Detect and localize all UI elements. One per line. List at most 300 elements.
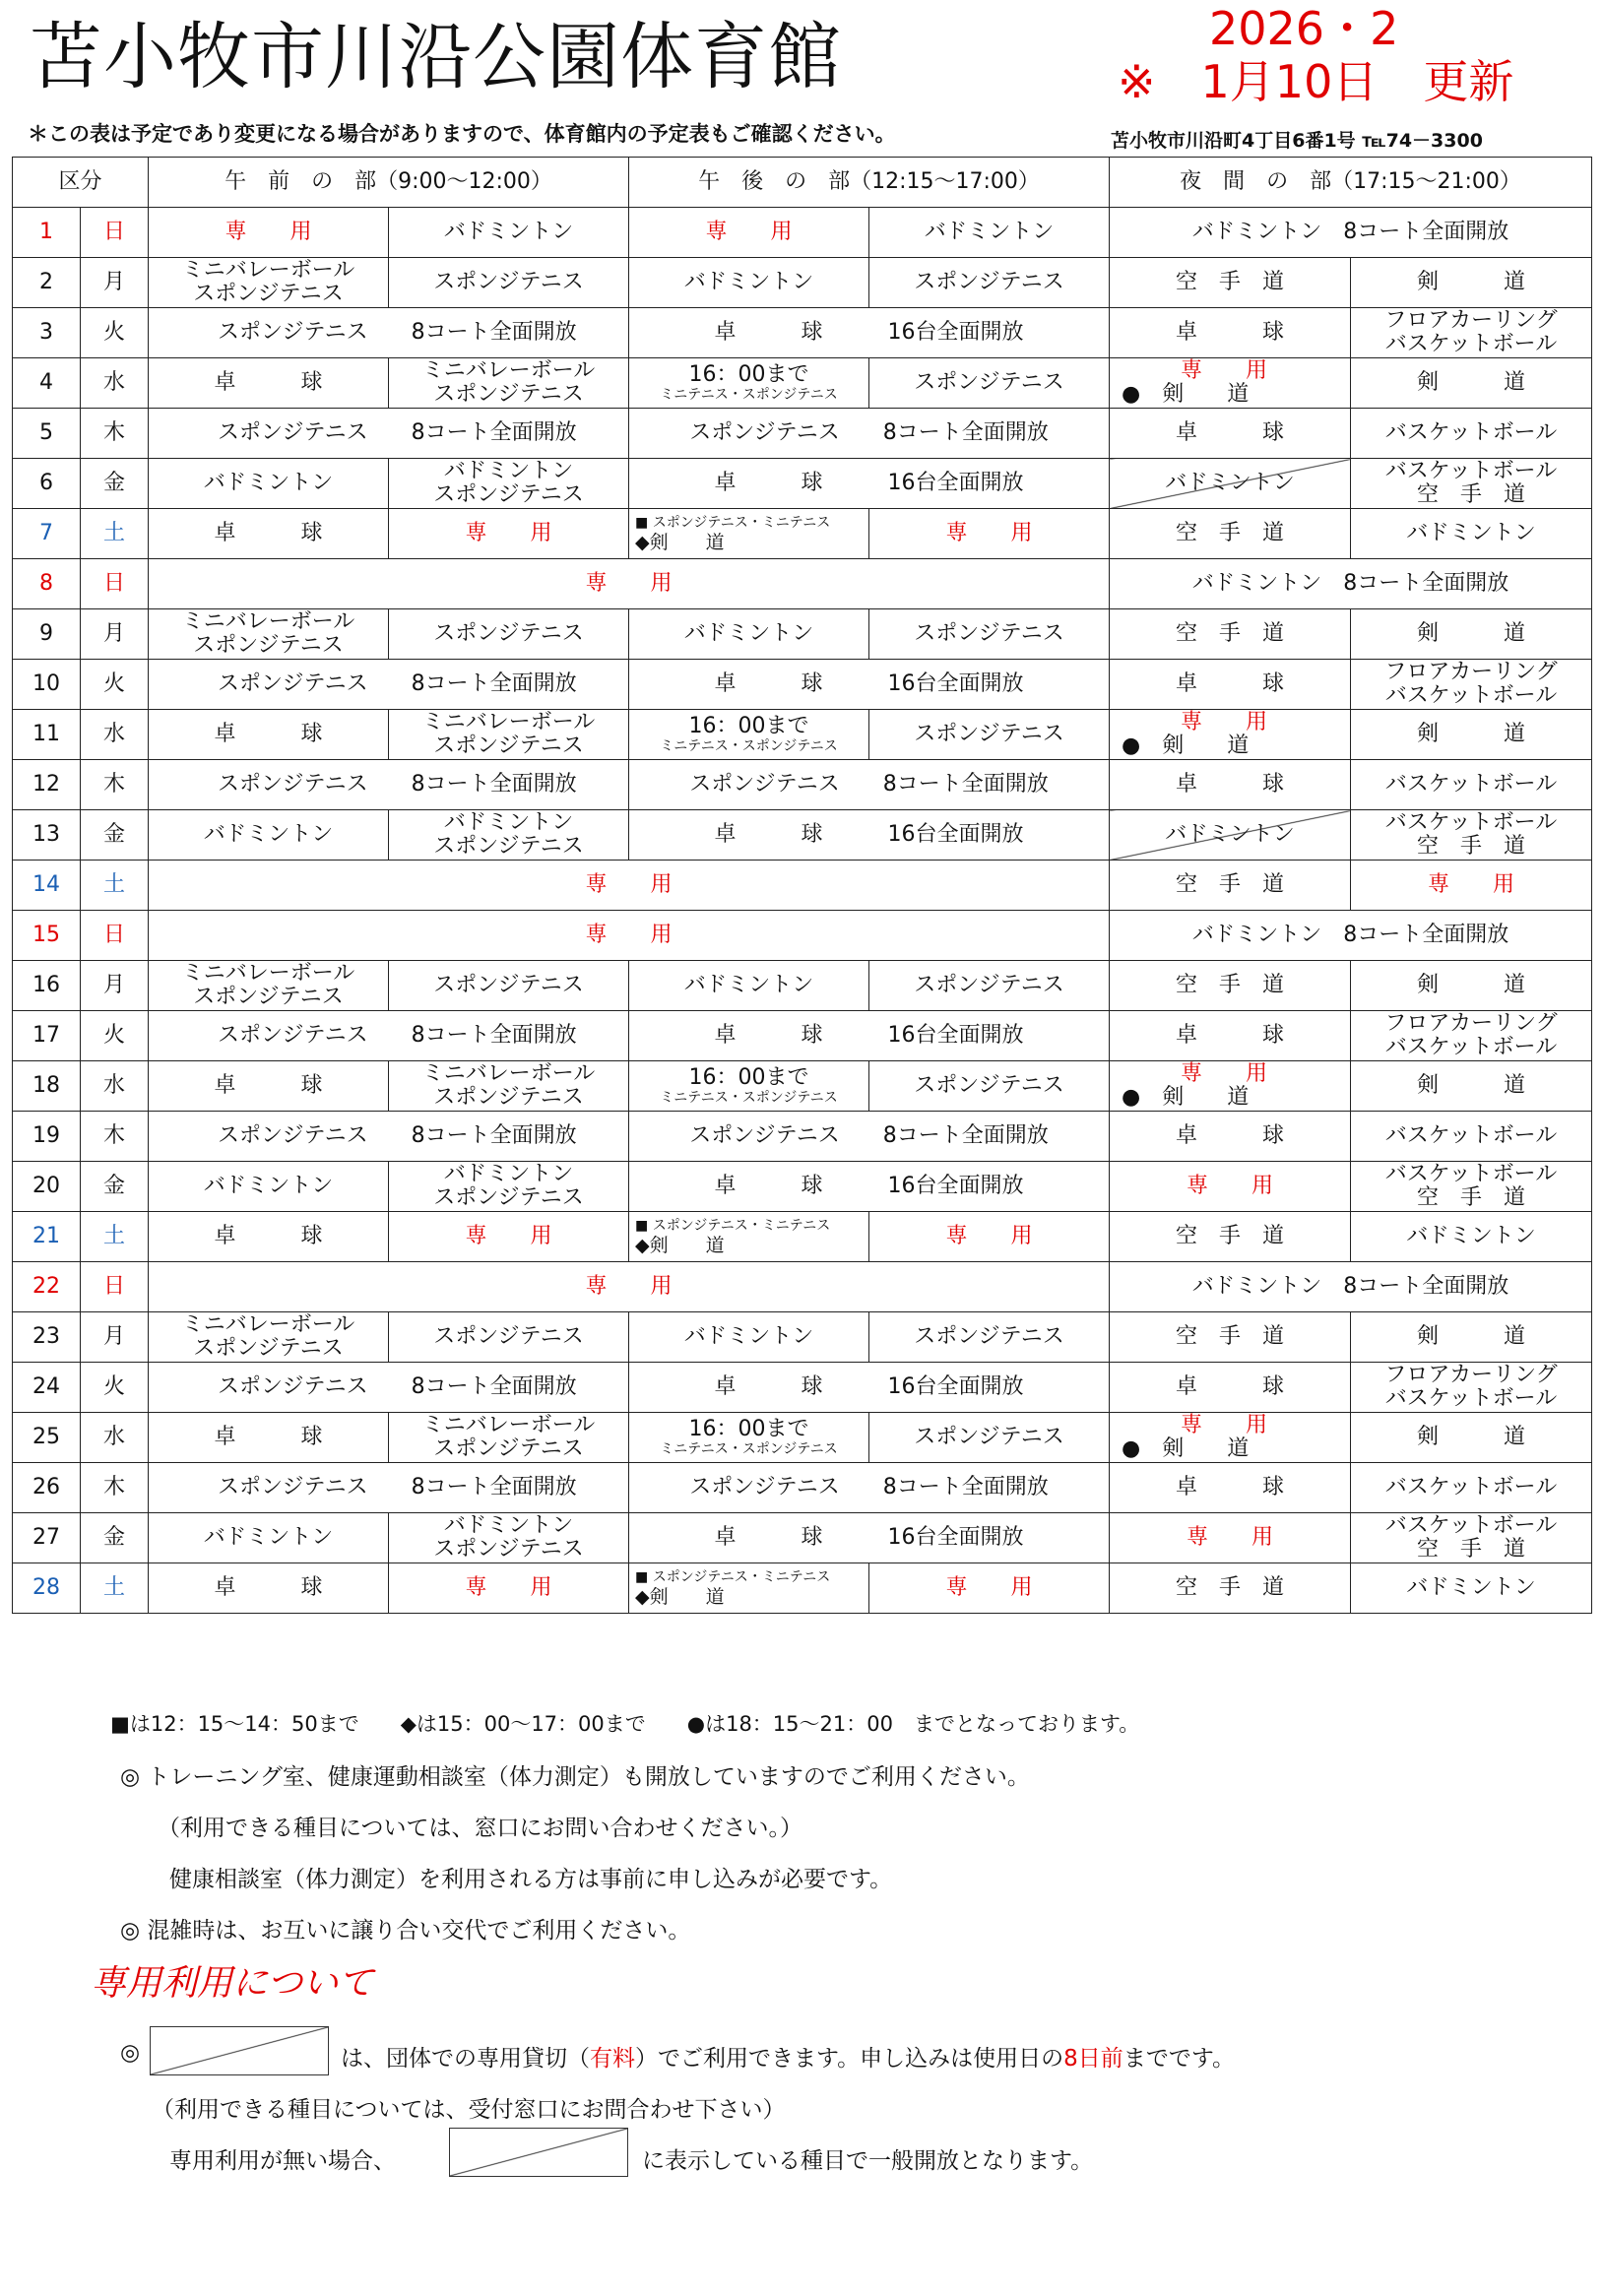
- table-row: [13, 308, 1592, 358]
- cell-text: 卓 球 16台全面開放: [714, 671, 1024, 696]
- cell-text: スポンジテニス 8コート全面開放: [218, 772, 577, 797]
- cell-text: スポンジテニス 8コート全面開放: [689, 772, 1049, 797]
- schedule-cell: [1110, 459, 1351, 509]
- day-number: 14: [13, 861, 81, 911]
- schedule-cell: [1351, 358, 1592, 409]
- cell-text: スポンジテニス: [914, 1324, 1064, 1349]
- cell-text: 剣 道: [1417, 270, 1526, 294]
- schedule-cell: [1110, 710, 1351, 760]
- exclusive-use-note: は、団体での専用貸切（有料）でご利用できます。申し込みは使用日の8日前までです。: [341, 2046, 1235, 2072]
- cell-text: ● 剣 道: [1122, 1085, 1250, 1110]
- cell-text: スポンジテニス 8コート全面開放: [218, 1374, 577, 1399]
- schedule-cell: [149, 1212, 389, 1262]
- cell-text: ミニバレーボール: [181, 1312, 355, 1337]
- schedule-cell: [869, 208, 1110, 258]
- table-row: [13, 1162, 1592, 1212]
- schedule-cell: [1351, 258, 1592, 308]
- cell-text: 剣 道: [1417, 621, 1526, 646]
- schedule-cell: [629, 308, 1110, 358]
- weekday: 木: [81, 409, 149, 459]
- schedule-cell: [629, 1363, 1110, 1413]
- cell-text: 卓 球 16台全面開放: [714, 1374, 1024, 1399]
- cell-text: 専 用: [585, 872, 673, 897]
- schedule-cell: [1110, 660, 1351, 710]
- table-row: [13, 258, 1592, 308]
- cell-text: スポンジテニス: [193, 985, 344, 1009]
- cell-text: スポンジテニス 8コート全面開放: [689, 420, 1049, 445]
- schedule-cell: [869, 961, 1110, 1011]
- cell-text: 空 手 道: [1176, 270, 1285, 294]
- cell-text: バドミントン: [1406, 521, 1536, 545]
- weekday: 日: [81, 208, 149, 258]
- schedule-cell: [869, 710, 1110, 760]
- cell-text: 卓 球 16台全面開放: [714, 1023, 1024, 1048]
- cell-text: バスケットボール: [1384, 1475, 1558, 1499]
- cell-text: 卓 球: [1176, 1123, 1285, 1148]
- cell-text: 卓 球 16台全面開放: [714, 822, 1024, 847]
- cell-text: ■ スポンジテニス・ミニテニス: [635, 1217, 831, 1234]
- address-text: 苫小牧市川沿町4丁目6番1号 ℡74－3300: [1111, 130, 1483, 152]
- schedule-cell: [1110, 1212, 1351, 1262]
- schedule-table: [12, 157, 1592, 1614]
- cell-text: スポンジテニス: [433, 1324, 584, 1349]
- schedule-cell: [149, 1011, 629, 1061]
- schedule-cell: [149, 1162, 389, 1212]
- cell-text: スポンジテニス 8コート全面開放: [218, 320, 577, 345]
- weekday: 金: [81, 810, 149, 861]
- weekday: 土: [81, 509, 149, 559]
- schedule-cell: [1351, 1463, 1592, 1513]
- cell-text: バドミントン: [443, 810, 574, 835]
- day-number: 2: [13, 258, 81, 308]
- cell-text: ■ スポンジテニス・ミニテニス: [635, 514, 831, 531]
- weekday: 水: [81, 358, 149, 409]
- column-header: 午 後 の 部（12:15～17:00）: [629, 158, 1110, 208]
- cell-text: スポンジテニス: [433, 382, 584, 407]
- schedule-cell: [869, 1413, 1110, 1463]
- cell-text: ミニテニス・スポンジテニス: [660, 737, 838, 754]
- schedule-cell: [629, 961, 869, 1011]
- schedule-cell: [1110, 1363, 1351, 1413]
- schedule-cell: [629, 660, 1110, 710]
- weekday: 火: [81, 308, 149, 358]
- schedule-cell: [1110, 1112, 1351, 1162]
- cell-text: スポンジテニス: [193, 282, 344, 306]
- cell-text: スポンジテニス: [914, 270, 1064, 294]
- cell-text: 卓 球: [214, 1073, 323, 1098]
- cell-text: 空 手 道: [1176, 1324, 1285, 1349]
- weekday: 土: [81, 861, 149, 911]
- table-row: [13, 1413, 1592, 1463]
- schedule-cell: [869, 1061, 1110, 1112]
- day-number: 23: [13, 1312, 81, 1363]
- weekday: 木: [81, 1112, 149, 1162]
- cell-text: バドミントン: [443, 1513, 574, 1538]
- cell-text: スポンジテニス: [433, 1185, 584, 1210]
- schedule-cell: [629, 509, 869, 559]
- weekday: 水: [81, 1061, 149, 1112]
- schedule-cell: [1351, 509, 1592, 559]
- schedule-cell: [1351, 1162, 1592, 1212]
- cell-text: スポンジテニス: [433, 733, 584, 758]
- schedule-cell: [1351, 1061, 1592, 1112]
- cell-text: バドミントン: [1406, 1224, 1536, 1248]
- schedule-cell: [149, 459, 389, 509]
- schedule-cell: [149, 911, 1110, 961]
- schedule-cell: [1110, 358, 1351, 409]
- schedule-cell: [1351, 1563, 1592, 1614]
- schedule-cell: [629, 1112, 1110, 1162]
- cell-text: 卓 球 16台全面開放: [714, 471, 1024, 495]
- schedule-cell: [1110, 861, 1351, 911]
- table-row: [13, 760, 1592, 810]
- cell-text: ● 剣 道: [1122, 1436, 1250, 1461]
- weekday: 火: [81, 1363, 149, 1413]
- cell-text: 専 用: [585, 923, 673, 947]
- weekday: 金: [81, 459, 149, 509]
- cell-text: ミニテニス・スポンジテニス: [660, 386, 838, 403]
- training-room-note: ◎ トレーニング室、健康運動相談室（体力測定）も開放していますのでご利用ください。: [120, 1764, 1030, 1790]
- table-row: [13, 911, 1592, 961]
- weekday: 金: [81, 1162, 149, 1212]
- cell-text: バスケットボール: [1384, 810, 1558, 835]
- table-row: [13, 710, 1592, 760]
- cell-text: スポンジテニス: [433, 1537, 584, 1562]
- schedule-cell: [149, 559, 1110, 609]
- cell-text: スポンジテニス: [433, 834, 584, 859]
- cell-text: 剣 道: [1417, 1073, 1526, 1098]
- schedule-cell: [149, 609, 389, 660]
- cell-text: 専 用: [1181, 710, 1268, 734]
- table-row: [13, 861, 1592, 911]
- schedule-cell: [629, 1011, 1110, 1061]
- inquiry-note: （利用できる種目については、窓口にお問い合わせください。）: [158, 1816, 803, 1841]
- cell-text: 専 用: [585, 571, 673, 596]
- schedule-cell: [1351, 409, 1592, 459]
- table-row: [13, 509, 1592, 559]
- cell-text: ミニバレーボール: [421, 358, 596, 383]
- cell-text: ミニテニス・スポンジテニス: [660, 1089, 838, 1106]
- general-open-note-a: 専用利用が無い場合、: [169, 2148, 396, 2174]
- cell-text: 専 用: [705, 220, 793, 244]
- schedule-cell: [389, 961, 629, 1011]
- cell-text: ミニバレーボール: [421, 710, 596, 734]
- day-number: 26: [13, 1463, 81, 1513]
- schedule-cell: [1110, 609, 1351, 660]
- table-row: [13, 1212, 1592, 1262]
- schedule-cell: [389, 1061, 629, 1112]
- schedule-cell: [149, 358, 389, 409]
- table-row: [13, 1463, 1592, 1513]
- cell-text: 空 手 道: [1417, 1537, 1526, 1562]
- cell-text: ミニバレーボール: [421, 1061, 596, 1086]
- schedule-cell: [629, 760, 1110, 810]
- cell-text: 専 用: [225, 220, 312, 244]
- day-number: 28: [13, 1563, 81, 1614]
- schedule-cell: [629, 409, 1110, 459]
- cell-text: ● 剣 道: [1122, 733, 1250, 758]
- cell-text: バドミントン: [443, 1162, 574, 1186]
- weekday: 月: [81, 258, 149, 308]
- cell-text: 卓 球: [214, 722, 323, 746]
- schedule-cell: [149, 1061, 389, 1112]
- cell-text: スポンジテニス: [433, 482, 584, 507]
- cell-text: 空 手 道: [1176, 521, 1285, 545]
- weekday: 火: [81, 1011, 149, 1061]
- weekday: 月: [81, 1312, 149, 1363]
- column-header: 区分: [13, 158, 149, 208]
- cell-text: 16：00まで: [688, 1416, 809, 1441]
- schedule-cell: [149, 810, 389, 861]
- cell-text: スポンジテニス: [914, 370, 1064, 395]
- schedule-cell: [1351, 1363, 1592, 1413]
- day-number: 6: [13, 459, 81, 509]
- schedule-cell: [389, 358, 629, 409]
- cell-text: 専 用: [465, 1575, 552, 1600]
- cell-text: スポンジテニス: [914, 722, 1064, 746]
- cell-text: 専 用: [1181, 1061, 1268, 1086]
- schedule-cell: [149, 1413, 389, 1463]
- schedule-cell: [389, 1162, 629, 1212]
- weekday: 月: [81, 961, 149, 1011]
- cell-text: 空 手 道: [1417, 1185, 1526, 1210]
- day-number: 13: [13, 810, 81, 861]
- cell-text: バドミントン 8コート全面開放: [1191, 1274, 1509, 1299]
- schedule-cell: [869, 358, 1110, 409]
- day-number: 18: [13, 1061, 81, 1112]
- weekday: 土: [81, 1212, 149, 1262]
- schedule-cell: [1110, 208, 1592, 258]
- schedule-cell: [1351, 1011, 1592, 1061]
- schedule-cell: [149, 1112, 629, 1162]
- crowding-note: ◎ 混雑時は、お互いに譲り合い交代でご利用ください。: [120, 1918, 691, 1944]
- cell-text: ミニバレーボール: [181, 609, 355, 634]
- cell-text: フロアカーリング: [1384, 1363, 1558, 1387]
- schedule-cell: [629, 459, 1110, 509]
- exclusive-inquiry-note: （利用できる種目については、受付窓口にお問合わせ下さい）: [152, 2097, 786, 2123]
- cell-text: スポンジテニス 8コート全面開放: [218, 1475, 577, 1499]
- cell-text: バドミントン 8コート全面開放: [1191, 923, 1509, 947]
- cell-text: 卓 球: [1176, 320, 1285, 345]
- schedule-cell: [389, 1312, 629, 1363]
- cell-text: スポンジテニス: [433, 1436, 584, 1461]
- schedule-cell: [1110, 760, 1351, 810]
- schedule-cell: [149, 710, 389, 760]
- table-row: [13, 459, 1592, 509]
- schedule-cell: [1110, 1312, 1351, 1363]
- cell-text: バスケットボール: [1384, 683, 1558, 708]
- day-number: 12: [13, 760, 81, 810]
- schedule-cell: [629, 1212, 869, 1262]
- cell-text: バドミントン: [1165, 822, 1295, 847]
- update-date: ※ 1月10日 更新: [1118, 55, 1514, 108]
- schedule-cell: [1110, 509, 1351, 559]
- cell-text: ミニバレーボール: [421, 1413, 596, 1437]
- legend-text: ■は12：15～14：50まで ◆は15：00～17：00まで ●は18：15～21：00 までとなっております。: [110, 1712, 1140, 1736]
- cell-text: バスケットボール: [1384, 1162, 1558, 1186]
- cell-text: スポンジテニス: [914, 973, 1064, 997]
- schedule-cell: [1110, 258, 1351, 308]
- schedule-cell: [1351, 710, 1592, 760]
- cell-text: バスケットボール: [1384, 772, 1558, 797]
- schedule-cell: [1351, 760, 1592, 810]
- schedule-cell: [1110, 911, 1592, 961]
- table-row: [13, 961, 1592, 1011]
- table-row: [13, 1112, 1592, 1162]
- cell-text: スポンジテニス: [433, 1085, 584, 1110]
- cell-text: 専 用: [945, 1224, 1033, 1248]
- schedule-cell: [149, 760, 629, 810]
- table-row: [13, 609, 1592, 660]
- weekday: 金: [81, 1513, 149, 1563]
- cell-text: スポンジテニス 8コート全面開放: [218, 420, 577, 445]
- schedule-cell: [629, 810, 1110, 861]
- cell-text: 卓 球: [1176, 772, 1285, 797]
- weekday: 日: [81, 559, 149, 609]
- schedule-cell: [629, 1162, 1110, 1212]
- cell-text: 空 手 道: [1417, 834, 1526, 859]
- cell-text: 専 用: [465, 521, 552, 545]
- cell-text: フロアカーリング: [1384, 308, 1558, 333]
- table-row: [13, 1011, 1592, 1061]
- day-number: 7: [13, 509, 81, 559]
- cell-text: バスケットボール: [1384, 459, 1558, 483]
- cell-text: 卓 球 16台全面開放: [714, 1174, 1024, 1198]
- cell-text: バドミントン: [203, 1525, 334, 1550]
- cell-text: バドミントン: [924, 220, 1055, 244]
- cell-text: バドミントン: [443, 220, 574, 244]
- day-number: 8: [13, 559, 81, 609]
- cell-text: バドミントン: [203, 822, 334, 847]
- schedule-cell: [1351, 660, 1592, 710]
- weekday: 木: [81, 1463, 149, 1513]
- cell-text: 卓 球 16台全面開放: [714, 1525, 1024, 1550]
- column-header: 午 前 の 部（9:00～12:00）: [149, 158, 629, 208]
- cell-text: バドミントン: [683, 973, 814, 997]
- cell-text: ◆剣 道: [635, 1234, 725, 1256]
- schedule-cell: [389, 1413, 629, 1463]
- table-row: [13, 409, 1592, 459]
- day-number: 1: [13, 208, 81, 258]
- cell-text: バドミントン: [203, 471, 334, 495]
- cell-text: スポンジテニス: [433, 270, 584, 294]
- weekday: 土: [81, 1563, 149, 1614]
- schedule-cell: [1351, 1212, 1592, 1262]
- cell-text: 空 手 道: [1176, 1224, 1285, 1248]
- weekday: 木: [81, 760, 149, 810]
- schedule-cell: [389, 208, 629, 258]
- cell-text: 卓 球: [214, 1425, 323, 1449]
- schedule-cell: [1351, 1513, 1592, 1563]
- day-number: 24: [13, 1363, 81, 1413]
- cell-text: スポンジテニス: [193, 1336, 344, 1361]
- header-row: [13, 158, 1592, 208]
- schedule-cell: [1110, 961, 1351, 1011]
- cell-text: 卓 球: [1176, 1374, 1285, 1399]
- page-title: 苫小牧市川沿公園体育館: [30, 15, 842, 99]
- schedule-cell: [1351, 810, 1592, 861]
- day-number: 16: [13, 961, 81, 1011]
- day-number: 9: [13, 609, 81, 660]
- day-number: 15: [13, 911, 81, 961]
- cell-text: 卓 球: [1176, 420, 1285, 445]
- cell-text: 専 用: [945, 1575, 1033, 1600]
- exclusive-use-heading: 専用利用について: [91, 1963, 374, 2004]
- cell-text: バスケットボール: [1384, 1035, 1558, 1059]
- cell-text: ◆剣 道: [635, 531, 725, 553]
- day-number: 10: [13, 660, 81, 710]
- schedule-cell: [149, 509, 389, 559]
- schedule-cell: [1351, 1112, 1592, 1162]
- schedule-cell: [389, 810, 629, 861]
- cell-text: スポンジテニス: [914, 1425, 1064, 1449]
- general-legend-box: [449, 2128, 628, 2177]
- weekday: 火: [81, 660, 149, 710]
- schedule-cell: [149, 258, 389, 308]
- schedule-cell: [1351, 308, 1592, 358]
- cell-text: スポンジテニス: [914, 1073, 1064, 1098]
- cell-text: バドミントン: [1165, 471, 1295, 495]
- cell-text: 専 用: [1428, 872, 1515, 897]
- exclusive-legend-box: [150, 2026, 329, 2075]
- schedule-cell: [629, 1312, 869, 1363]
- schedule-cell: [389, 258, 629, 308]
- cell-text: 空 手 道: [1176, 872, 1285, 897]
- table-row: [13, 1262, 1592, 1312]
- cell-text: スポンジテニス 8コート全面開放: [218, 1123, 577, 1148]
- cell-text: 専 用: [1187, 1174, 1274, 1198]
- cell-text: スポンジテニス: [433, 621, 584, 646]
- cell-text: 専 用: [1181, 358, 1268, 383]
- cell-text: スポンジテニス 8コート全面開放: [689, 1123, 1049, 1148]
- day-number: 27: [13, 1513, 81, 1563]
- schedule-cell: [869, 509, 1110, 559]
- cell-text: 卓 球: [214, 1224, 323, 1248]
- schedule-cell: [1351, 609, 1592, 660]
- cell-text: バスケットボール: [1384, 1386, 1558, 1411]
- schedule-cell: [1110, 810, 1351, 861]
- schedule-cell: [629, 609, 869, 660]
- schedule-cell: [1110, 409, 1351, 459]
- schedule-cell: [149, 961, 389, 1011]
- cell-text: バドミントン: [683, 1324, 814, 1349]
- cell-text: バドミントン: [683, 270, 814, 294]
- schedule-cell: [389, 509, 629, 559]
- cell-text: ■ スポンジテニス・ミニテニス: [635, 1568, 831, 1585]
- schedule-cell: [1110, 1262, 1592, 1312]
- cell-text: バドミントン: [203, 1174, 334, 1198]
- schedule-cell: [149, 660, 629, 710]
- weekday: 水: [81, 710, 149, 760]
- cell-text: スポンジテニス 8コート全面開放: [689, 1475, 1049, 1499]
- cell-text: バスケットボール: [1384, 420, 1558, 445]
- schedule-cell: [629, 710, 869, 760]
- schedule-cell: [629, 1463, 1110, 1513]
- cell-text: 空 手 道: [1176, 621, 1285, 646]
- cell-text: 卓 球 16台全面開放: [714, 320, 1024, 345]
- schedule-cell: [869, 1312, 1110, 1363]
- table-row: [13, 559, 1592, 609]
- schedule-cell: [149, 1463, 629, 1513]
- cell-text: 専 用: [585, 1274, 673, 1299]
- schedule-cell: [389, 1563, 629, 1614]
- cell-text: 卓 球: [1176, 671, 1285, 696]
- schedule-cell: [389, 609, 629, 660]
- cell-text: スポンジテニス 8コート全面開放: [218, 1023, 577, 1048]
- schedule-cell: [1110, 1513, 1351, 1563]
- schedule-cell: [629, 258, 869, 308]
- schedule-cell: [1351, 961, 1592, 1011]
